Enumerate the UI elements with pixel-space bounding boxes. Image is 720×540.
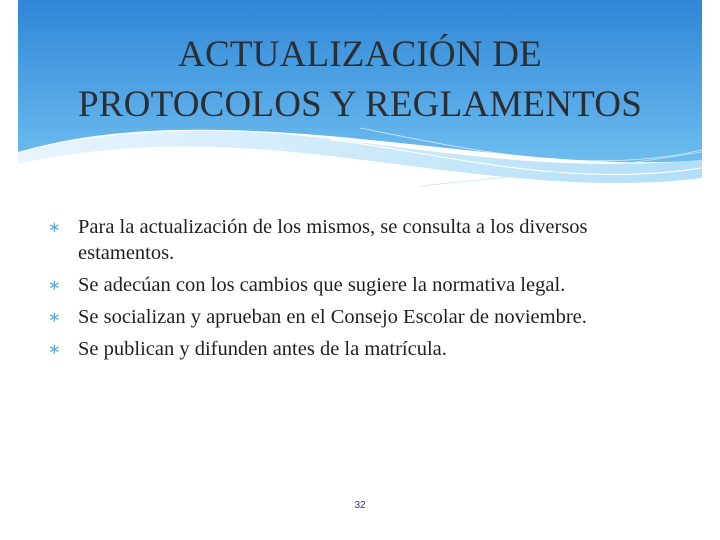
bullet-text: Para la actualización de los mismos, se consulta a los diversos estamentos. bbox=[78, 216, 588, 264]
bullet-item bbox=[48, 304, 688, 330]
bullet-item bbox=[48, 272, 688, 298]
title-line-2: PROTOCOLOS Y REGLAMENTOS bbox=[78, 84, 642, 125]
slide-title bbox=[18, 30, 702, 130]
bullet-text: Se socializan y aprueban en el Consejo Escolar de noviembre. bbox=[78, 306, 587, 328]
bullet-text: Se publican y difunden antes de la matrícula. bbox=[78, 338, 447, 360]
bullet-text: Se adecúan con los cambios que sugiere la normativa legal. bbox=[78, 274, 566, 296]
asterisk-bullet-icon: ∗ bbox=[48, 218, 61, 236]
bullet-item bbox=[48, 214, 688, 266]
title-line-1: ACTUALIZACIÓN DE bbox=[178, 34, 542, 75]
bullet-list bbox=[48, 214, 688, 368]
bullet-item bbox=[48, 336, 688, 362]
asterisk-bullet-icon: ∗ bbox=[48, 276, 61, 294]
asterisk-bullet-icon: ∗ bbox=[48, 308, 61, 326]
page-number: 32 bbox=[354, 500, 366, 511]
header-banner bbox=[0, 0, 720, 200]
asterisk-bullet-icon: ∗ bbox=[48, 340, 61, 358]
